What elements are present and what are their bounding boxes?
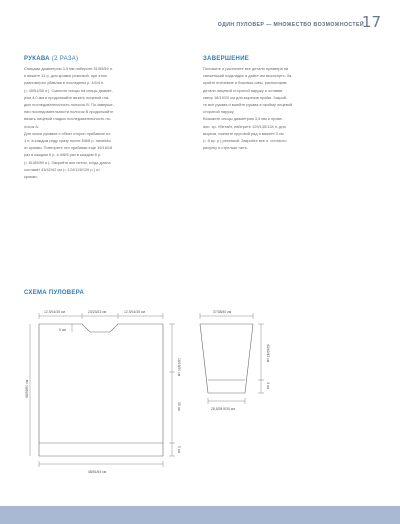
page-number: 17 xyxy=(361,13,381,31)
body-piece xyxy=(30,313,175,467)
body-top-mid-label: 23/23/23 см xyxy=(88,310,107,314)
sleeves-heading xyxy=(24,56,78,62)
sleeve-cuff-label: 4 см xyxy=(266,382,270,389)
sleeves-title-note: (2 РАЗА) xyxy=(51,56,79,62)
body-top-right-label: 12,5/14/15 см xyxy=(124,310,145,314)
total-height-label: 58/59/60 см xyxy=(25,379,29,398)
sleeve-length-label: 43/42/42 см xyxy=(266,344,270,363)
finishing-text: Положите и растяните все детали пуловера на свеженький подкладке и дайте им высохнуть. За- кройте плечевые и боковые швы, расположив детали лицевой стороной наружу и оставив свеху 18/19/20 см для вырезов пройм. Закрой- те все рукава и вшейте рукава в пройму лицевой стороной наружу. Возьмите спицы диаметром 3,5 мм и прове- яон. ср. Убетайт, наберите 129/130/134 п. для выреза, смените круговой ряд и вяжите 3 см (= 8 кр. р.) резинкой. Закройте все п. согласно рисунку и стрельке нить. xyxy=(203,66,293,151)
page-header xyxy=(0,0,400,44)
body-bottom-label: 48/51/54 см xyxy=(88,470,107,474)
sleeves-text: Спицами диаметром 3,5 мм наберите 51/55/59 п. и вяжите 14 р. для кромки резинкой, при этом равномерно убавляя в последнем р. 4/4/4 п. (= 49/51/55 п.). Смените спицы на спицы диамет- ром 4,0 мм и продолжайте вязать лицевой гла- дью последовательность полосок В. По заверше- нии последовательности полосок В продолжайте вязать лицевой гладью последовательность по- лосок А. Для скоса рукавов с обеих сторон прибавьте по 1 п. в каждом ряду сразу после 6/8/8 р. начиная от кромки. Повторите эти прибавки еще 15/16/18 раз в каждом 6 р. и 4/6/6 раз в каждом 8 р. (= 81/85/89 п.). Закройте все петли, когда длина составит 43/42/42 см (= 124/126/126 р.) от кромки. xyxy=(24,66,114,180)
running-title: ОДИН ПУЛОВЕР — МНОЖЕСТВО ВОЗМОЖНОСТЕЙ xyxy=(217,22,364,28)
pullover-scheme xyxy=(0,298,400,498)
rib-label: 5 см xyxy=(177,446,181,453)
side-label: 35 см xyxy=(177,402,181,411)
sleeve-outline xyxy=(200,324,253,393)
sleeves-title: РУКАВА xyxy=(24,56,50,62)
sleeve-top-label: 37/38/40 см xyxy=(213,310,232,314)
body-outline xyxy=(39,324,163,456)
body-top-left-label: 12,5/14/15 см xyxy=(44,310,65,314)
neck-depth-label: 5 см xyxy=(59,328,66,332)
scheme-title: СХЕМА ПУЛОВЕРА xyxy=(24,290,85,296)
page-footer-band xyxy=(0,506,400,524)
armhole-label: 18/19/20 см xyxy=(177,358,181,377)
sleeve-piece xyxy=(200,313,264,404)
finishing-title: ЗАВЕРШЕНИЕ xyxy=(203,56,250,62)
sleeve-bottom-label: 28,5/28,5/30 см xyxy=(211,407,235,411)
